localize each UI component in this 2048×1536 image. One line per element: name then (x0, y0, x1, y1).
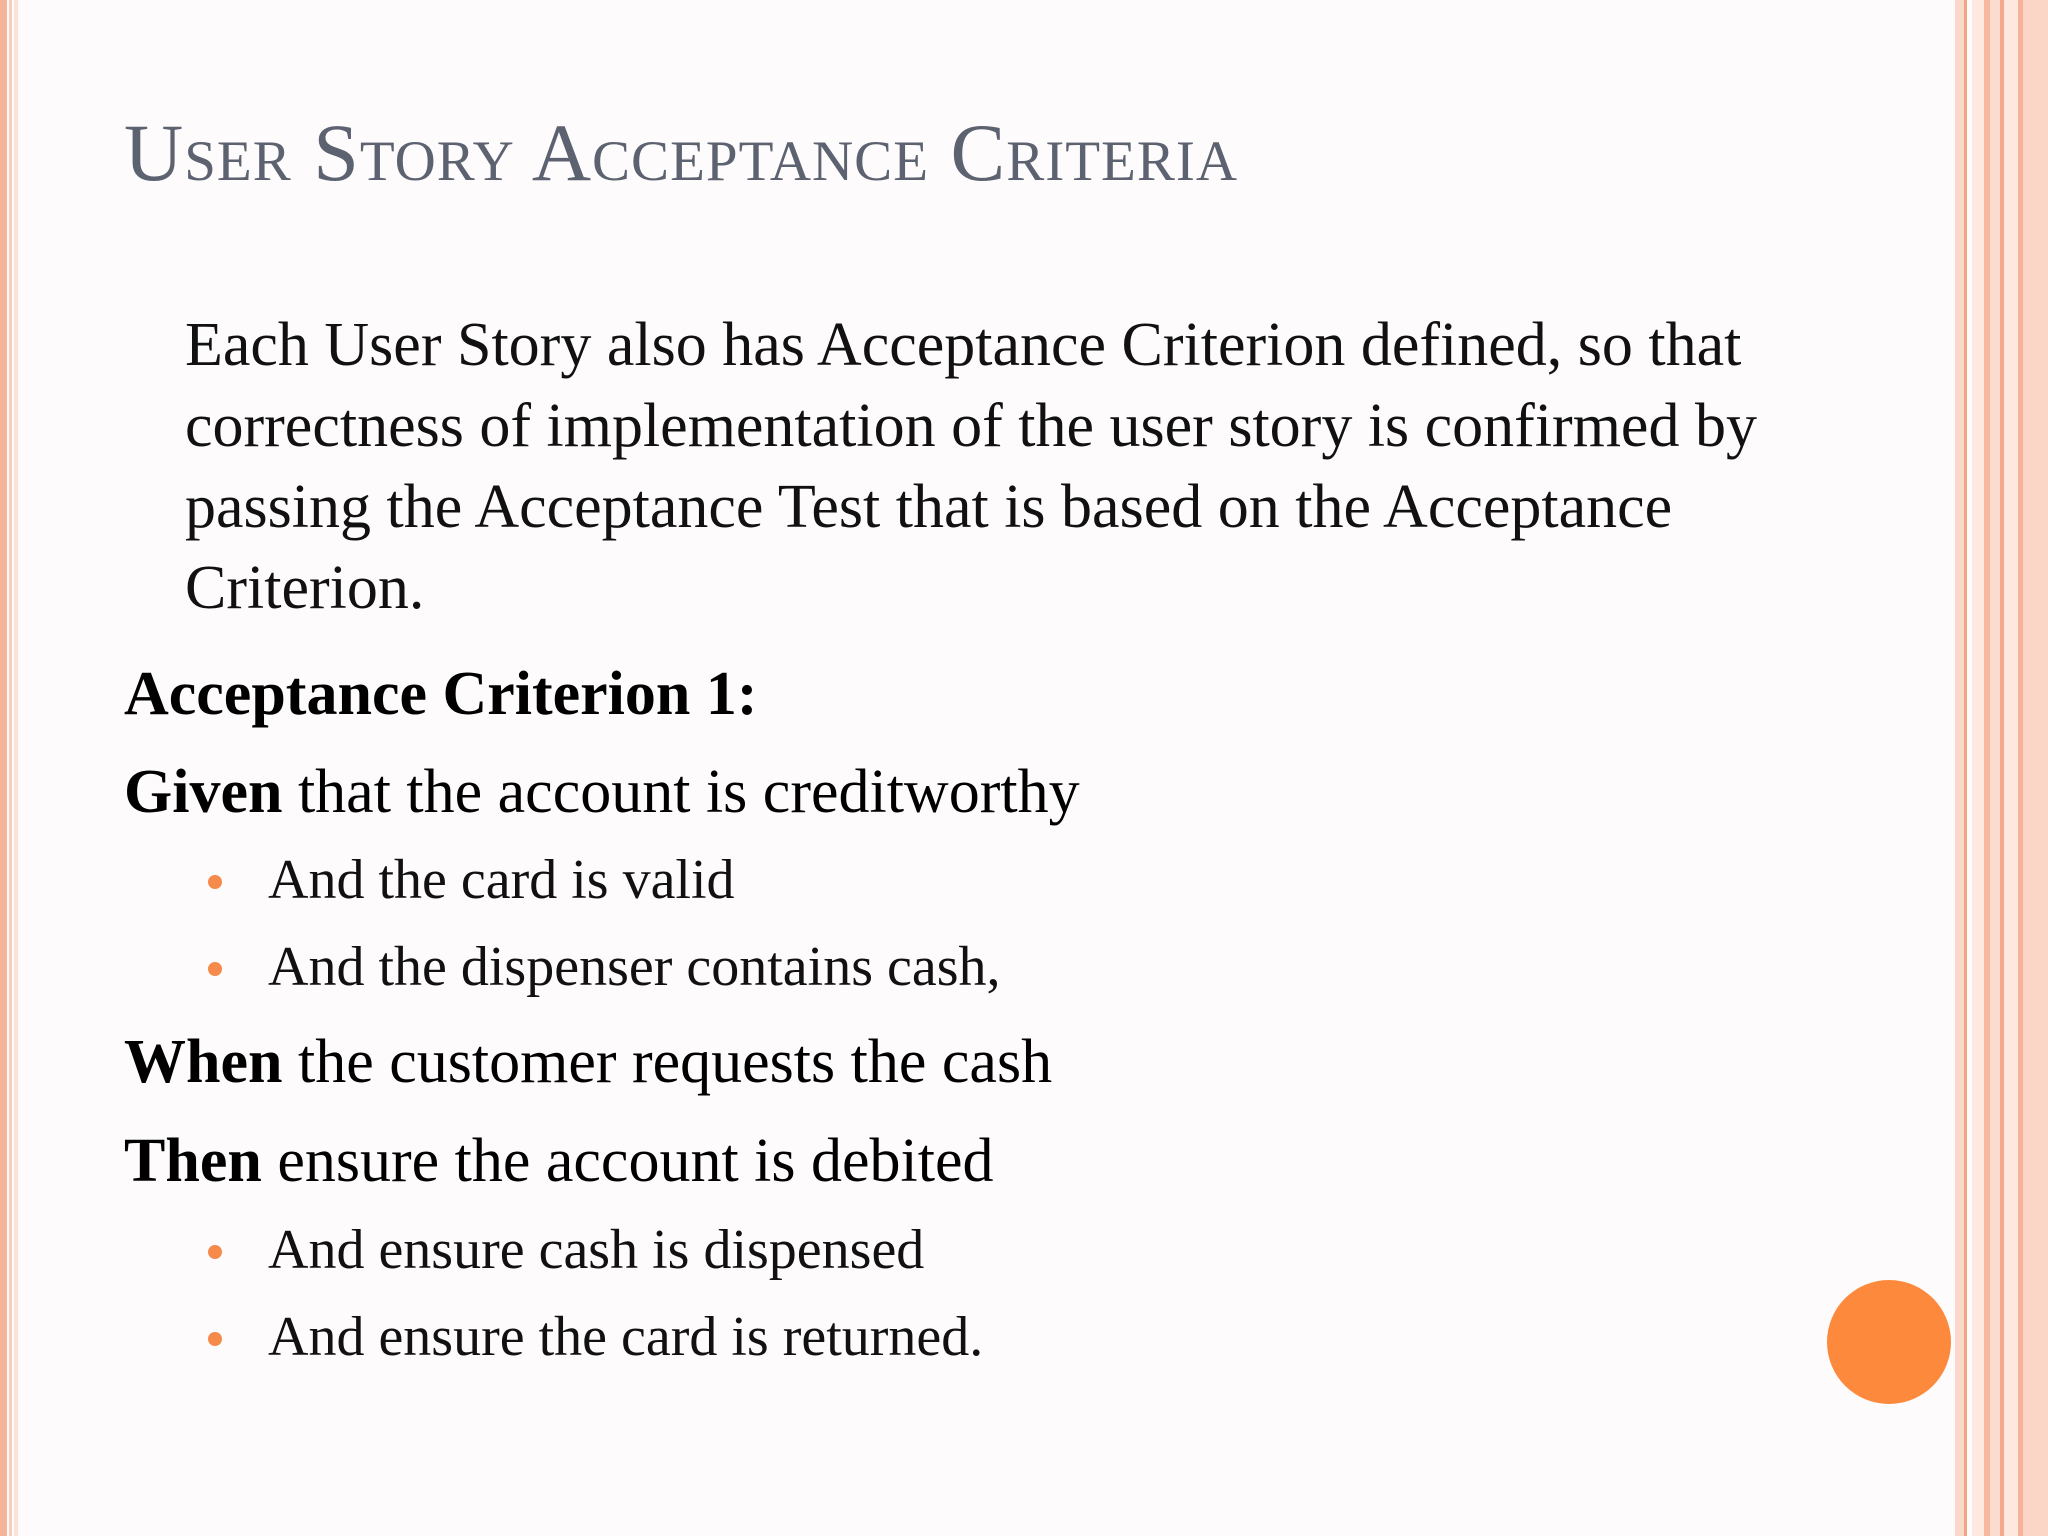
right-border-stripe (1964, 0, 1967, 1536)
when-keyword: When (124, 1028, 283, 1096)
bullet-text: And the dispenser contains cash, (268, 936, 1001, 998)
bullet-text: And the card is valid (268, 849, 735, 911)
right-border-stripe (1990, 0, 2000, 1536)
bullet-text: And ensure cash is dispensed (268, 1219, 925, 1281)
left-border-stripe (14, 0, 18, 1536)
criterion-heading-text: Acceptance Criterion 1: (124, 660, 758, 728)
right-border-stripe (1955, 0, 1964, 1536)
bullet-icon (208, 962, 222, 976)
when-line (124, 1028, 1053, 1096)
right-border-stripe (1972, 0, 1984, 1536)
intro-paragraph: Each User Story also has Acceptance Criterion defined, so that correctness of implementation of the user story is confirmed by passing the Acceptance Test that is based on the Acceptance Criterion. (185, 311, 1757, 622)
bullet-icon (208, 1245, 222, 1259)
then-keyword: Then (124, 1127, 262, 1195)
bullet-icon (208, 875, 222, 889)
left-border-stripe (9, 0, 12, 1536)
criterion-heading (124, 660, 758, 728)
decorative-circle (1827, 1280, 1951, 1404)
bullet-text: And ensure the card is returned. (268, 1306, 984, 1368)
then-line (124, 1127, 994, 1195)
given-line (124, 758, 1080, 826)
given-keyword: Given (124, 758, 283, 826)
right-border-stripe (2004, 0, 2018, 1536)
when-text: the customer requests the cash (282, 1028, 1053, 1096)
left-border-stripe (0, 0, 7, 1536)
slide-title: User Story Acceptance Criteria (124, 107, 1239, 198)
given-text: that the account is creditworthy (282, 758, 1080, 826)
then-text: ensure the account is debited (261, 1127, 994, 1195)
bullet-icon (208, 1332, 222, 1346)
right-border-stripe (2023, 0, 2048, 1536)
